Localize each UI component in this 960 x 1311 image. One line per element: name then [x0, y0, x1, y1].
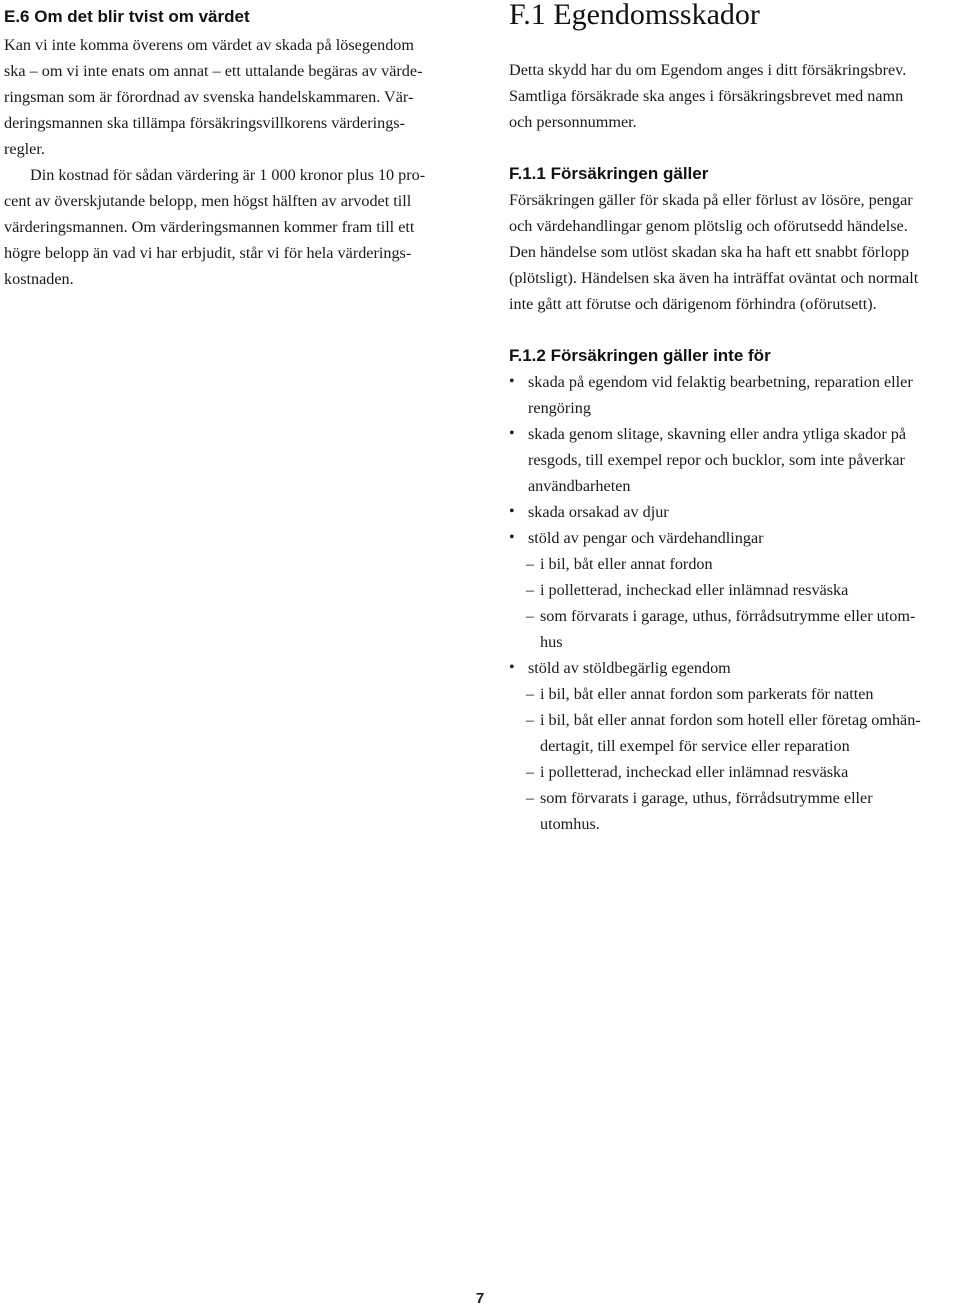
- e6-p2-line: cent av överskjutande belopp, men högst hälften av arvodet till: [4, 192, 412, 210]
- bullet-marker: •: [509, 425, 515, 442]
- f11-text-line: Den händelse som utlöst skadan ska ha haft ett snabbt förlopp: [509, 243, 910, 261]
- e6-p2-line: kostnaden.: [4, 270, 74, 288]
- dash-marker: –: [526, 555, 535, 573]
- dash-marker: –: [526, 711, 535, 729]
- exclusion-line: skada genom slitage, skavning eller andra ytliga skador på: [528, 425, 907, 443]
- exclusion-line: stöld av stöldbegärlig egendom: [528, 659, 731, 677]
- exclusion-subline: i bil, båt eller annat fordon som parkerats för natten: [540, 685, 874, 703]
- e6-p2-line: Din kostnad för sådan värdering är 1 000 kronor plus 10 pro-: [30, 166, 426, 184]
- exclusion-line: användbarheten: [528, 477, 631, 495]
- section-f1-heading: F.1 Egendomsskador: [509, 0, 760, 31]
- e6-p1-line: Kan vi inte komma överens om värdet av skada på lösegendom: [4, 36, 414, 54]
- dash-marker: –: [526, 789, 535, 807]
- f1-intro-line: Detta skydd har du om Egendom anges i ditt försäkringsbrev.: [509, 61, 907, 79]
- dash-marker: –: [526, 581, 535, 599]
- section-f11-heading: F.1.1 Försäkringen gäller: [509, 164, 709, 183]
- bullet-marker: •: [509, 529, 515, 546]
- dash-marker: –: [526, 763, 535, 781]
- e6-p2-line: högre belopp än vad vi har erbjudit, står vi för hela värderings-: [4, 244, 412, 262]
- section-f12-heading: F.1.2 Försäkringen gäller inte för: [509, 346, 771, 365]
- exclusion-subline: utomhus.: [540, 815, 600, 833]
- exclusion-line: skada på egendom vid felaktig bearbetning, reparation eller: [528, 373, 913, 391]
- exclusion-line: stöld av pengar och värdehandlingar: [528, 529, 764, 547]
- exclusion-line: rengöring: [528, 399, 591, 417]
- exclusion-subline: hus: [540, 633, 563, 651]
- page-number: 7: [475, 1290, 485, 1307]
- f11-text-line: inte gått att förutse och därigenom förhindra (oförutsett).: [509, 295, 877, 313]
- exclusion-subline: dertagit, till exempel för service eller reparation: [540, 737, 850, 755]
- section-e6-heading: E.6 Om det blir tvist om värdet: [4, 7, 250, 26]
- e6-p1-line: ringsman som är förordnad av svenska handelskammaren. Vär-: [4, 88, 414, 106]
- e6-p2-line: värderingsmannen. Om värderingsmannen kommer fram till ett: [4, 218, 415, 236]
- exclusion-line: skada orsakad av djur: [528, 503, 669, 521]
- dash-marker: –: [526, 607, 535, 625]
- exclusion-subline: i polletterad, incheckad eller inlämnad resväska: [540, 763, 849, 781]
- dash-marker: –: [526, 685, 535, 703]
- exclusion-subline: som förvarats i garage, uthus, förrådsutrymme eller utom-: [540, 607, 916, 625]
- f1-intro-line: och personnummer.: [509, 113, 637, 131]
- bullet-marker: •: [509, 503, 515, 520]
- e6-p1-line: deringsmannen ska tillämpa försäkringsvillkorens värderings-: [4, 114, 405, 132]
- f11-text-line: och värdehandlingar genom plötslig och oförutsedd händelse.: [509, 217, 908, 235]
- exclusion-subline: i bil, båt eller annat fordon: [540, 555, 713, 573]
- exclusion-subline: i bil, båt eller annat fordon som hotell eller företag omhän-: [540, 711, 921, 729]
- f1-intro-line: Samtliga försäkrade ska anges i försäkringsbrevet med namn: [509, 87, 904, 105]
- bullet-marker: •: [509, 659, 515, 676]
- f11-text-line: (plötsligt). Händelsen ska även ha inträffat oväntat och normalt: [509, 269, 919, 287]
- e6-p1-line: ska – om vi inte enats om annat – ett uttalande begäras av värde-: [4, 62, 423, 80]
- exclusion-subline: som förvarats i garage, uthus, förrådsutrymme eller: [540, 789, 873, 807]
- exclusion-subline: i polletterad, incheckad eller inlämnad resväska: [540, 581, 849, 599]
- e6-p1-line: regler.: [4, 140, 45, 158]
- bullet-marker: •: [509, 373, 515, 390]
- f11-text-line: Försäkringen gäller för skada på eller förlust av lösöre, pengar: [509, 191, 913, 209]
- exclusion-line: resgods, till exempel repor och bucklor, som inte påverkar: [528, 451, 905, 469]
